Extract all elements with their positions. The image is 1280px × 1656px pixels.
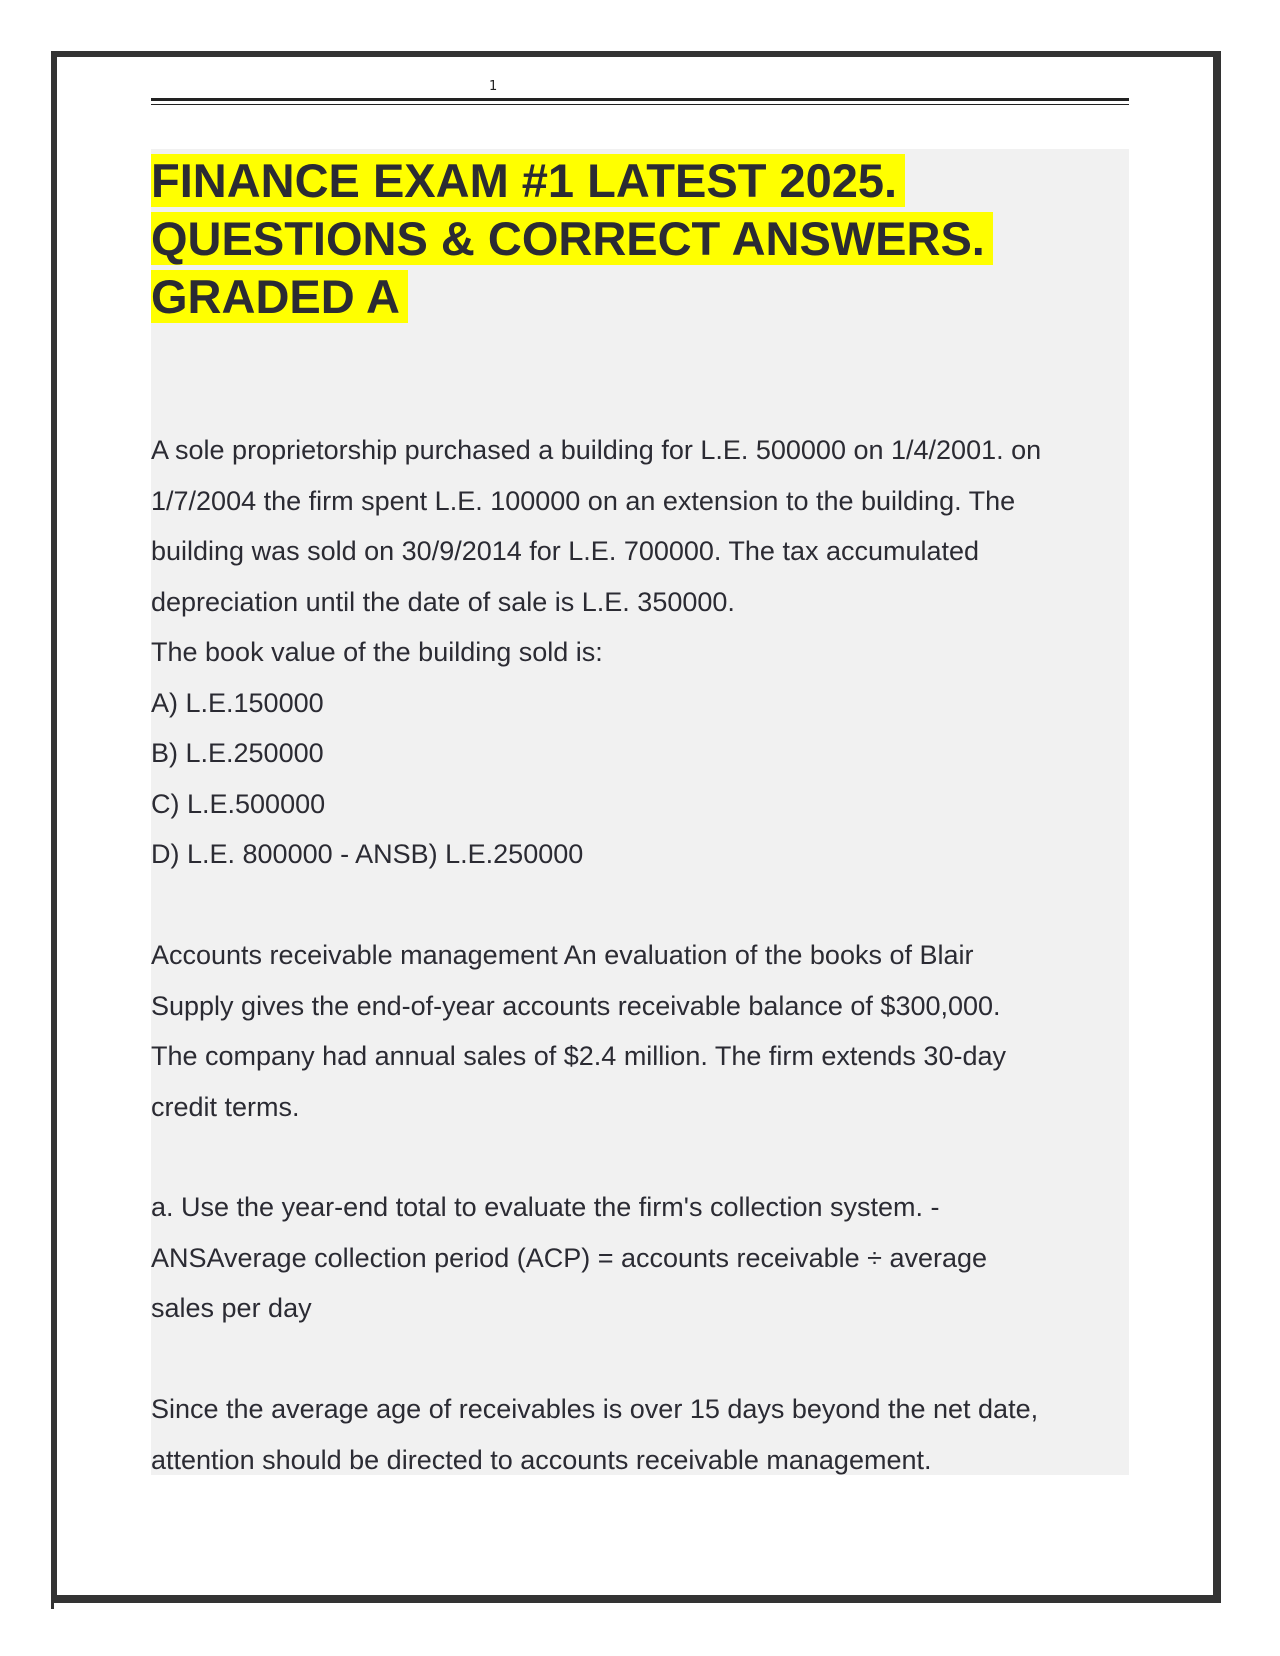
part-a: [151, 1182, 1131, 1334]
question-2-line: Accounts receivable management An evaluation of the books of Blair: [151, 940, 974, 970]
conclusion-line: Since the average age of receivables is over 15 days beyond the net date,: [151, 1394, 1039, 1424]
page-number: 1: [489, 79, 498, 94]
option-b: B) L.E.250000: [151, 738, 324, 768]
option-d-answer: D) L.E. 800000 - ANSB) L.E.250000: [151, 839, 584, 869]
option-c: C) L.E.500000: [151, 788, 326, 819]
part-a-line: a. Use the year-end total to evaluate the firm's collection system. -: [151, 1192, 940, 1222]
question-1-prompt: The book value of the building sold is:: [151, 637, 603, 667]
header-rule-thin: [151, 104, 1129, 105]
question-2-line: The company had annual sales of $2.4 million. The firm extends 30-day: [151, 1041, 1006, 1071]
question-2: [151, 930, 1131, 1132]
header-rule-thick: [151, 98, 1129, 101]
option-a: A) L.E.150000: [151, 687, 324, 718]
document-title: [151, 152, 1151, 326]
question-1-line: building was sold on 30/9/2014 for L.E. 700000. The tax accumulated: [151, 536, 980, 566]
conclusion-line: attention should be directed to accounts receivable management.: [151, 1444, 932, 1475]
title-line-2: QUESTIONS & CORRECT ANSWERS.: [151, 212, 993, 265]
question-1: [151, 425, 1131, 880]
question-1-line: depreciation until the date of sale is L.E. 350000.: [151, 586, 735, 617]
title-line-3: GRADED A: [151, 270, 408, 323]
question-1-line: A sole proprietorship purchased a building for L.E. 500000 on 1/4/2001. on: [151, 435, 1042, 465]
conclusion: [151, 1384, 1131, 1485]
part-a-line: ANSAverage collection period (ACP) = accounts receivable ÷ average: [151, 1242, 988, 1273]
question-2-line: Supply gives the end-of-year accounts receivable balance of $300,000.: [151, 990, 1001, 1021]
question-1-line: 1/7/2004 the firm spent L.E. 100000 on an extension to the building. The: [151, 485, 1016, 516]
title-line-1: FINANCE EXAM #1 LATEST 2025.: [151, 154, 905, 207]
part-a-line: sales per day: [151, 1293, 312, 1323]
question-2-line: credit terms.: [151, 1091, 300, 1122]
